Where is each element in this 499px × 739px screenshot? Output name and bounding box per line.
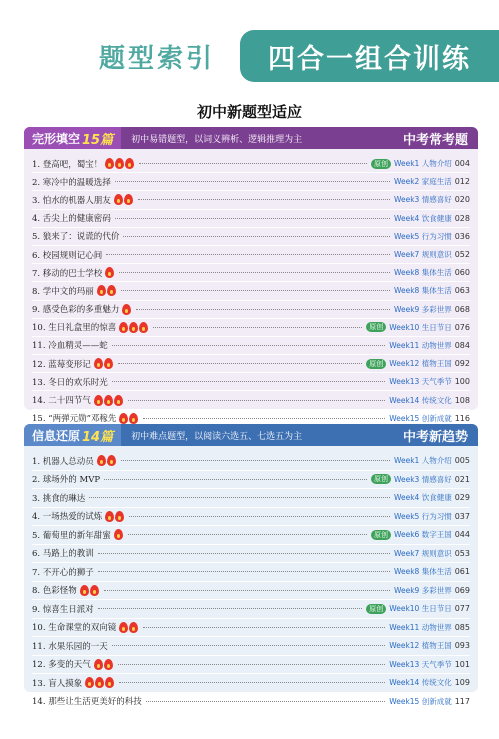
list-item[interactable] [32, 191, 470, 209]
week-topic [394, 455, 470, 466]
week-label: Week4 饮食健康 [394, 213, 452, 223]
leader-dots [153, 327, 362, 328]
page-number: 068 [454, 304, 470, 314]
item-title: 7. 不开心的狮子 [32, 567, 94, 578]
item-title: 5. 葡萄里的新年甜蜜 [32, 530, 111, 541]
item-title: 8. 色彩怪物 [32, 586, 77, 597]
difficulty-flames [85, 677, 115, 688]
list-item[interactable] [32, 656, 470, 675]
week-label: Week11 动物世界 [389, 340, 452, 350]
flame-icon [105, 511, 114, 522]
week-topic [389, 340, 470, 351]
page-number: 061 [454, 567, 470, 577]
item-title: 11. 水果乐园的一天 [32, 641, 108, 652]
week-topic [389, 696, 470, 707]
page-number: 109 [454, 678, 470, 688]
leader-dots [146, 701, 386, 702]
difficulty-flames [119, 622, 139, 633]
original-badge: 原创 [366, 322, 386, 332]
week-label: Week7 规则意识 [394, 548, 452, 558]
week-label: Week9 多彩世界 [394, 585, 452, 595]
item-title: 11. 冷血精灵——蛇 [32, 341, 108, 352]
list-item[interactable] [32, 246, 470, 264]
week-topic [394, 304, 470, 315]
list-item[interactable] [32, 526, 470, 545]
leader-dots [128, 400, 386, 401]
info-section-header [24, 424, 478, 446]
week-topic [394, 158, 470, 169]
week-topic [394, 176, 470, 187]
week-label: Week1 人物介绍 [394, 456, 452, 466]
list-item[interactable] [32, 228, 470, 246]
page-number: 093 [454, 641, 470, 651]
item-title: 4. 一场热爱的试炼 [32, 512, 103, 523]
list-item[interactable] [32, 452, 470, 471]
week-topic [394, 566, 470, 577]
page-number: 060 [454, 268, 470, 278]
leader-dots [121, 460, 390, 461]
flame-icon [107, 455, 116, 466]
week-label: Week13 天气季节 [389, 377, 452, 387]
info-category: 中考新趋势 [402, 429, 468, 445]
week-topic [394, 213, 470, 224]
flame-icon [114, 194, 123, 205]
week-topic [394, 194, 470, 205]
info-tag [24, 424, 121, 446]
flame-icon [80, 585, 89, 596]
week-topic [394, 285, 470, 296]
leader-dots [128, 534, 367, 535]
week-topic [394, 529, 470, 540]
page-number: 020 [454, 195, 470, 205]
flame-icon [90, 585, 99, 596]
list-item[interactable] [32, 173, 470, 191]
week-topic [394, 492, 470, 503]
week-topic [394, 249, 470, 260]
list-item[interactable] [32, 693, 470, 712]
week-label: Week15 创新成就 [389, 696, 452, 706]
cloze-section-header [24, 127, 478, 149]
original-badge: 原创 [371, 159, 391, 169]
list-item[interactable] [32, 373, 470, 391]
flame-icon [97, 455, 106, 466]
original-badge: 原创 [371, 474, 391, 484]
leader-dots [98, 553, 390, 554]
list-item[interactable] [32, 355, 470, 373]
cloze-category: 中考常考题 [402, 132, 468, 148]
week-topic [394, 231, 470, 242]
list-item[interactable] [32, 391, 470, 409]
week-label: Week10 生日节日 [389, 604, 452, 614]
list-item[interactable] [32, 637, 470, 656]
leader-dots [119, 272, 390, 273]
difficulty-flames [105, 511, 125, 522]
flame-icon [104, 659, 113, 670]
item-title: 9. 感受色彩的多重魅力 [32, 305, 120, 316]
page-number: 069 [454, 585, 470, 595]
info-tag-label: 信息还原 [32, 428, 81, 443]
item-title: 1. 登高吧，蜀宝！ [32, 159, 103, 170]
item-title: 10. 生日礼盒里的惊喜 [32, 323, 117, 334]
training-title: 四合一组合训练 [240, 30, 499, 82]
list-item[interactable] [32, 301, 470, 319]
leader-dots [112, 345, 386, 346]
item-title: 12. 多变的天气 [32, 660, 91, 671]
difficulty-flames [105, 267, 115, 278]
page-number: 004 [454, 159, 470, 169]
flame-icon [94, 659, 103, 670]
cloze-tag [24, 127, 121, 149]
week-label: Week14 传统文化 [389, 678, 452, 688]
page-number: 021 [454, 474, 470, 484]
item-title: 13. 冬日的欢乐时光 [32, 377, 108, 388]
leader-dots [89, 497, 390, 498]
item-title: 7. 移动的巴士学校 [32, 268, 103, 279]
difficulty-flames [119, 322, 149, 333]
week-topic [389, 413, 470, 424]
list-item[interactable] [32, 155, 470, 173]
page-number: 108 [454, 395, 470, 405]
difficulty-flames [94, 395, 124, 406]
week-topic [389, 358, 470, 369]
leader-dots [118, 664, 386, 665]
list-item[interactable] [32, 319, 470, 337]
difficulty-flames [97, 455, 117, 466]
list-item[interactable] [32, 210, 470, 228]
list-item[interactable] [32, 282, 470, 300]
week-label: Week5 行为习惯 [394, 231, 452, 241]
difficulty-flames [94, 659, 114, 670]
flame-icon [104, 395, 113, 406]
item-title: 3. 怕水的机器人朋友 [32, 195, 111, 206]
page-number: 100 [454, 377, 470, 387]
flame-icon [105, 677, 114, 688]
cloze-count: 15篇 [82, 132, 114, 148]
flame-icon [114, 395, 123, 406]
list-item[interactable] [32, 489, 470, 508]
leader-dots [98, 608, 362, 609]
page-number: 063 [454, 286, 470, 296]
leader-dots [98, 571, 390, 572]
difficulty-flames [114, 529, 124, 540]
leader-dots [112, 381, 386, 382]
week-topic [389, 395, 470, 406]
leader-dots [136, 309, 390, 310]
week-label: Week8 集体生活 [394, 567, 452, 577]
difficulty-flames [94, 358, 114, 369]
week-label: Week1 人物介绍 [394, 159, 452, 169]
week-topic [389, 376, 470, 387]
week-label: Week13 天气季节 [389, 659, 452, 669]
item-title: 2. 球场外的 MVP [32, 475, 101, 486]
week-topic [394, 548, 470, 559]
flame-icon [139, 322, 148, 333]
difficulty-flames [97, 285, 117, 296]
leader-dots [104, 590, 390, 591]
item-title: 12. 蓝莓变形记 [32, 359, 91, 370]
item-title: 4. 舌尖上的健康密码 [32, 214, 111, 225]
info-section [24, 424, 478, 708]
page-number: 084 [454, 340, 470, 350]
list-item[interactable] [32, 264, 470, 282]
flame-icon [95, 677, 104, 688]
week-label: Week7 规则意识 [394, 250, 452, 260]
flame-icon [104, 358, 113, 369]
page-number: 052 [454, 250, 470, 260]
index-title: 题型索引 [98, 43, 215, 74]
flame-icon [105, 158, 114, 169]
item-title: 14. 那些让生活更美好的科技 [32, 697, 142, 708]
week-label: Week12 植物王国 [389, 359, 452, 369]
flame-icon [119, 413, 128, 424]
item-title: 14. 二十四节气 [32, 396, 91, 407]
flame-icon [119, 622, 128, 633]
page-number: 012 [454, 177, 470, 187]
week-label: Week9 多彩世界 [394, 304, 452, 314]
week-label: Week14 传统文化 [389, 395, 452, 405]
flame-icon [129, 322, 138, 333]
page-number: 117 [454, 696, 470, 706]
flame-icon [97, 285, 106, 296]
item-title: 15. “两弹元勋”邓稼先 [32, 414, 117, 425]
leader-dots [139, 163, 367, 164]
leader-dots [104, 479, 367, 480]
original-badge: 原创 [366, 604, 386, 614]
leader-dots [119, 682, 385, 683]
cloze-description: 初中易错题型，以词义辨析、逻辑推理为主 [131, 134, 303, 145]
week-topic [394, 474, 470, 485]
leader-dots [115, 181, 390, 182]
leader-dots [138, 199, 390, 200]
week-label: Week3 情感喜好 [394, 195, 452, 205]
page-number: 005 [454, 456, 470, 466]
week-label: Week8 集体生活 [394, 268, 452, 278]
item-title: 5. 狼来了：说谎的代价 [32, 232, 120, 243]
flame-icon [129, 413, 138, 424]
item-title: 3. 挑食的琳达 [32, 493, 86, 504]
page-number: 085 [454, 622, 470, 632]
page-number: 077 [454, 604, 470, 614]
list-item[interactable] [32, 600, 470, 619]
week-topic [389, 322, 470, 333]
leader-dots [129, 516, 390, 517]
page-subtitle: 初中新题型适应 [196, 103, 302, 121]
difficulty-flames [114, 194, 134, 205]
cloze-section [24, 127, 478, 425]
difficulty-flames [122, 304, 132, 315]
flame-icon [124, 194, 133, 205]
week-label: Week8 集体生活 [394, 286, 452, 296]
difficulty-flames [119, 413, 139, 424]
page-number: 029 [454, 493, 470, 503]
leader-dots [118, 363, 363, 364]
page-number: 076 [454, 322, 470, 332]
leader-dots [123, 236, 390, 237]
item-title: 8. 学中文的玛丽 [32, 286, 94, 297]
cloze-tag-label: 完形填空 [32, 131, 81, 146]
info-description: 初中难点题型，以阅读六选五、七选五为主 [131, 431, 303, 442]
difficulty-flames [80, 585, 100, 596]
item-title: 10. 生命课堂的双向镜 [32, 623, 117, 634]
flame-icon [122, 304, 131, 315]
list-item[interactable] [32, 582, 470, 601]
difficulty-flames [105, 158, 135, 169]
week-label: Week3 情感喜好 [394, 474, 452, 484]
list-item[interactable] [32, 471, 470, 490]
week-label: Week5 行为习惯 [394, 511, 452, 521]
week-label: Week6 数字王国 [394, 530, 452, 540]
week-topic [394, 511, 470, 522]
leader-dots [121, 290, 390, 291]
week-label: Week10 生日节日 [389, 322, 452, 332]
list-item[interactable] [32, 337, 470, 355]
flame-icon [129, 622, 138, 633]
flame-icon [94, 358, 103, 369]
item-title: 9. 惊喜生日派对 [32, 604, 94, 615]
page-number: 044 [454, 530, 470, 540]
item-title: 13. 盲人摸象 [32, 678, 83, 689]
item-title: 2. 寒冷中的温暖选择 [32, 177, 111, 188]
list-item[interactable] [32, 563, 470, 582]
leader-dots [143, 627, 385, 628]
week-label: Week11 动物世界 [389, 622, 452, 632]
item-title: 6. 马路上的教训 [32, 549, 94, 560]
flame-icon [119, 322, 128, 333]
week-label: Week2 家庭生活 [394, 177, 452, 187]
week-topic [389, 603, 470, 614]
list-item[interactable] [32, 619, 470, 638]
flame-icon [115, 511, 124, 522]
flame-icon [107, 285, 116, 296]
leader-dots [112, 645, 386, 646]
info-count: 14篇 [82, 429, 114, 445]
page-number: 101 [454, 659, 470, 669]
flame-icon [105, 267, 114, 278]
week-topic [389, 659, 470, 670]
week-topic [389, 677, 470, 688]
leader-dots [106, 254, 390, 255]
page-number: 036 [454, 231, 470, 241]
list-item[interactable] [32, 545, 470, 564]
flame-icon [115, 158, 124, 169]
flame-icon [85, 677, 94, 688]
page-number: 116 [454, 413, 470, 423]
week-label: Week12 植物王国 [389, 641, 452, 651]
list-item[interactable] [32, 508, 470, 527]
page-number: 028 [454, 213, 470, 223]
week-topic [394, 585, 470, 596]
leader-dots [115, 218, 390, 219]
flame-icon [94, 395, 103, 406]
week-topic [389, 640, 470, 651]
page-number: 037 [454, 511, 470, 521]
cloze-list [32, 155, 470, 428]
info-list [32, 452, 470, 711]
week-label: Week15 创新成就 [389, 413, 452, 423]
flame-icon [125, 158, 134, 169]
top-banner [0, 0, 499, 96]
week-label: Week4 饮食健康 [394, 493, 452, 503]
page-number: 053 [454, 548, 470, 558]
original-badge: 原创 [371, 530, 391, 540]
week-topic [394, 267, 470, 278]
flame-icon [114, 529, 123, 540]
leader-dots [143, 418, 385, 419]
week-topic [389, 622, 470, 633]
original-badge: 原创 [366, 359, 386, 369]
page-number: 092 [454, 359, 470, 369]
list-item[interactable] [32, 674, 470, 693]
item-title: 1. 机器人总动员 [32, 456, 94, 467]
item-title: 6. 校园规则记心间 [32, 250, 103, 261]
